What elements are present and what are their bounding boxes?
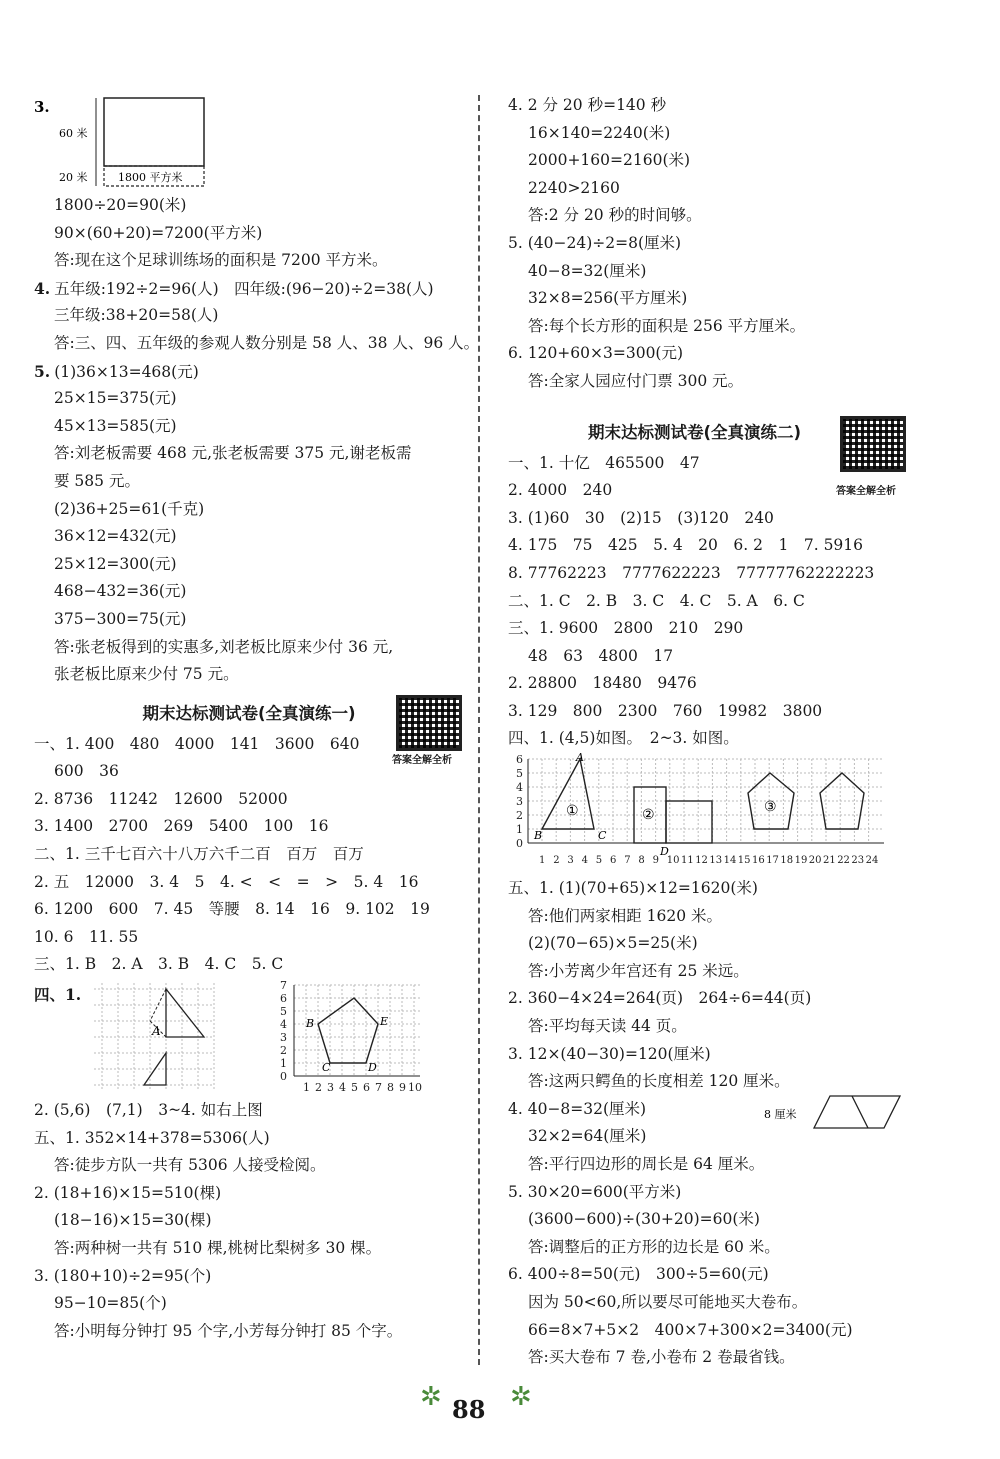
line: 32×8=256(平方厘米) <box>528 289 688 308</box>
line: 48 63 4800 17 <box>528 646 674 665</box>
line: 三年级:38+20=58(人) <box>54 306 219 325</box>
line: 三、1. 9600 2800 210 290 <box>508 619 744 638</box>
page-number: 88 <box>452 1395 486 1424</box>
x-tick-label: 22 <box>837 855 850 867</box>
line: 2. (18+16)×15=510(棵) <box>34 1183 222 1202</box>
x-tick-label: 14 <box>723 855 737 867</box>
line: 张老板比原来少付 75 元。 <box>54 665 239 684</box>
svg-text:8: 8 <box>387 1081 394 1095</box>
palm-left-icon: ✲ <box>420 1382 442 1412</box>
line: 95−10=85(个) <box>54 1294 167 1313</box>
line: 答:每个长方形的面积是 256 平方厘米。 <box>528 316 806 335</box>
svg-text:D: D <box>660 845 669 859</box>
x-tick-label: 5 <box>595 855 603 867</box>
svg-text:2: 2 <box>516 809 523 823</box>
line: 3. 1400 2700 269 5400 100 16 <box>34 817 329 836</box>
line: 16×140=2240(米) <box>528 123 671 142</box>
line: 四、1. (4,5)如图。 2~3. 如图。 <box>508 729 739 748</box>
point-a-label: A <box>152 1024 161 1039</box>
line: 4. 2 分 20 秒=140 秒 <box>508 96 667 114</box>
left-column <box>34 92 480 1345</box>
shapes-grid <box>508 753 908 875</box>
line: 答:平均每天读 44 页。 <box>528 1017 687 1036</box>
line: 答:小明每分钟打 95 个字,小芳每分钟打 85 个字。 <box>54 1321 403 1340</box>
x-tick-label: 18 <box>780 855 794 867</box>
svg-text:7: 7 <box>280 979 287 993</box>
svg-text:0: 0 <box>280 1070 287 1084</box>
line: 66=8×7+5×2 400×7+300×2=3400(元) <box>528 1320 853 1339</box>
line: 二、1. 三千七百六十八万六千二百 百万 百万 <box>34 845 364 864</box>
side-20-label: 20 米 <box>59 171 88 184</box>
line: 3. 12×(40−30)=120(厘米) <box>508 1044 711 1063</box>
svg-text:4: 4 <box>280 1018 287 1032</box>
section-title-2: 期末达标测试卷(全真演练二) <box>588 422 802 442</box>
line: (2)36+25=61(千克) <box>54 499 205 518</box>
line: 5. (40−24)÷2=8(厘米) <box>508 233 682 252</box>
line: 答:2 分 20 秒的时间够。 <box>528 206 702 225</box>
line: 一、1. 400 480 4000 141 3600 640 <box>34 734 360 753</box>
svg-text:E: E <box>380 1015 389 1029</box>
x-tick-label: 1 <box>539 855 546 867</box>
svg-text:②: ② <box>642 807 655 824</box>
x-tick-label: 10 <box>666 855 680 867</box>
line: 2000+160=2160(米) <box>528 151 691 170</box>
geometry-figures <box>34 979 464 1097</box>
svg-text:6: 6 <box>280 992 287 1006</box>
svg-text:6: 6 <box>516 753 523 767</box>
line: 要 585 元。 <box>54 471 140 490</box>
pentagon-grid <box>270 979 430 1097</box>
palm-right-icon: ✲ <box>510 1382 532 1412</box>
line: 90×(60+20)=7200(平方米) <box>54 223 263 242</box>
svg-text:1: 1 <box>516 823 523 837</box>
x-tick-label: 23 <box>851 855 865 867</box>
svg-text:5: 5 <box>351 1081 358 1095</box>
line: 25×15=375(元) <box>54 389 177 408</box>
svg-text:B: B <box>306 1017 315 1031</box>
line: 8. 77762223 7777622223 77777762222223 <box>508 563 875 582</box>
four-label: 四、1. <box>34 985 82 1005</box>
line: 因为 50<60,所以要尽可能地买大卷布。 <box>528 1292 808 1311</box>
line: 2. 360−4×24=264(页) 264÷6=44(页) <box>508 989 812 1008</box>
line: 答:张老板得到的实惠多,刘老板比原来少付 36 元, <box>54 637 394 656</box>
line: 三、1. B 2. A 3. B 4. C 5. C <box>34 955 284 974</box>
line: 375−300=75(元) <box>54 609 187 628</box>
line: 2. 4000 240 <box>508 481 613 500</box>
svg-text:2: 2 <box>280 1044 287 1058</box>
svg-text:5: 5 <box>280 1005 287 1019</box>
triangle-grid <box>94 983 224 1093</box>
svg-text:8 厘米: 8 厘米 <box>764 1107 797 1121</box>
q3-number: 3. <box>34 98 50 116</box>
line: 五、1. (1)(70+65)×12=1620(米) <box>508 879 758 898</box>
line: 答:平行四边形的周长是 64 厘米。 <box>528 1155 765 1173</box>
svg-text:3: 3 <box>280 1031 287 1045</box>
x-tick-label: 20 <box>808 855 822 867</box>
section-title-1: 期末达标测试卷(全真演练一) <box>142 703 356 723</box>
line: 答:刘老板需要 468 元,张老板需要 375 元,谢老板需 <box>54 444 412 463</box>
svg-text:C: C <box>598 829 607 843</box>
line: 3. 129 800 2300 760 19982 3800 <box>508 701 823 720</box>
line: 25×12=300(元) <box>54 554 177 573</box>
line: 4. 40−8=32(厘米) <box>508 1099 647 1118</box>
svg-text:D: D <box>368 1061 377 1075</box>
line: 2. 五 12000 3. 4 5 4. < < = > 5. 4 16 <box>34 872 419 891</box>
parallelogram-figure <box>764 1092 914 1132</box>
line: 五、1. 352×14+378=5306(人) <box>34 1128 270 1147</box>
line: 40−8=32(厘米) <box>528 261 647 280</box>
qr-code-icon[interactable] <box>396 695 462 751</box>
svg-text:3: 3 <box>327 1081 334 1095</box>
x-tick-label: 3 <box>567 855 574 867</box>
svg-text:①: ① <box>566 803 579 820</box>
field-diagram <box>34 92 234 192</box>
qr-caption: 答案全解全析 <box>392 754 452 766</box>
line: 二、1. C 2. B 3. C 4. C 5. A 6. C <box>508 591 805 610</box>
svg-text:1: 1 <box>280 1057 287 1071</box>
line: 答:徒步方队一共有 5306 人接受检阅。 <box>54 1156 326 1175</box>
area-label: 1800 平方米 <box>118 171 183 184</box>
line: 6. 400÷8=50(元) 300÷5=60(元) <box>508 1265 769 1284</box>
svg-text:A: A <box>576 753 584 765</box>
line: 468−432=36(元) <box>54 582 187 601</box>
svg-text:B: B <box>534 829 543 843</box>
line: 10. 6 11. 55 <box>34 927 139 946</box>
qr-caption: 答案全解全析 <box>836 485 896 497</box>
line: 6. 120+60×3=300(元) <box>508 344 684 363</box>
line: 答:他们两家相距 1620 米。 <box>528 906 723 925</box>
x-tick-label: 19 <box>794 855 808 867</box>
line: 36×12=432(元) <box>54 527 177 546</box>
x-tick-label: 4 <box>581 855 588 867</box>
x-tick-label: 2 <box>553 855 560 867</box>
line: 3. (180+10)÷2=95(个) <box>34 1266 212 1285</box>
x-tick-label: 12 <box>695 855 708 867</box>
x-tick-label: 21 <box>823 855 836 867</box>
line: 答:三、四、五年级的参观人数分别是 58 人、38 人、96 人。 <box>54 333 480 352</box>
line: (3600−600)÷(30+20)=60(米) <box>528 1210 760 1229</box>
line: 答:现在这个足球训练场的面积是 7200 平方米。 <box>54 251 388 270</box>
line: 2240>2160 <box>528 178 620 197</box>
line: 五年级:192÷2=96(人) 四年级:(96−20)÷2=38(人) <box>54 279 434 298</box>
line: 答:小芳离少年宫还有 25 米远。 <box>528 961 749 980</box>
right-column <box>508 92 928 1372</box>
line: 5. 30×20=600(平方米) <box>508 1182 682 1201</box>
svg-text:7: 7 <box>375 1081 382 1095</box>
line: (1)36×13=468(元) <box>54 362 199 381</box>
x-tick-label: 15 <box>737 855 751 867</box>
svg-text:4: 4 <box>516 781 523 795</box>
svg-text:③: ③ <box>764 799 777 816</box>
svg-text:1: 1 <box>303 1081 310 1095</box>
svg-text:6: 6 <box>363 1081 370 1095</box>
line: 4. 175 75 425 5. 4 20 6. 2 1 7. 5916 <box>508 536 864 555</box>
line: 1800÷20=90(米) <box>54 196 187 214</box>
svg-text:10: 10 <box>408 1081 422 1095</box>
q5-number: 5. <box>34 361 51 381</box>
side-60-label: 60 米 <box>59 127 88 140</box>
x-tick-label: 17 <box>766 855 779 867</box>
line: 32×2=64(厘米) <box>528 1127 647 1146</box>
x-tick-label: 7 <box>624 855 631 867</box>
line: 答:两种树一共有 510 棵,桃树比梨树多 30 棵。 <box>54 1239 382 1257</box>
svg-text:5: 5 <box>516 767 523 781</box>
qr-code-icon[interactable] <box>840 416 906 472</box>
line: 答:买大卷布 7 卷,小卷布 2 卷最省钱。 <box>528 1348 795 1367</box>
q4-number: 4. <box>34 278 51 298</box>
line: 答:这两只鳄鱼的长度相差 120 厘米。 <box>528 1072 790 1091</box>
line: 45×13=585(元) <box>54 416 177 435</box>
line: 答:调整后的正方形的边长是 60 米。 <box>528 1237 780 1256</box>
column-divider <box>478 95 480 1365</box>
line: 一、1. 十亿 465500 47 <box>508 453 700 472</box>
x-tick-label: 8 <box>638 855 645 867</box>
svg-text:2: 2 <box>315 1081 322 1095</box>
line: (18−16)×15=30(棵) <box>54 1211 212 1230</box>
line: 2. (5,6) (7,1) 3~4. 如右上图 <box>34 1101 263 1120</box>
svg-text:3: 3 <box>516 795 523 809</box>
x-tick-label: 6 <box>610 855 617 867</box>
line: 600 36 <box>54 762 119 781</box>
line: 答:全家人园应付门票 300 元。 <box>528 371 744 390</box>
svg-text:4: 4 <box>339 1081 346 1095</box>
line: 3. (1)60 30 (2)15 (3)120 240 <box>508 508 774 527</box>
x-tick-label: 13 <box>709 855 723 867</box>
line: (2)(70−65)×5=25(米) <box>528 934 698 953</box>
svg-text:C: C <box>322 1061 331 1075</box>
line: 2. 28800 18480 9476 <box>508 674 697 693</box>
x-tick-label: 16 <box>752 855 765 867</box>
line: 2. 8736 11242 12600 52000 <box>34 789 288 808</box>
x-tick-label: 11 <box>681 855 694 867</box>
x-tick-label: 9 <box>652 855 659 867</box>
x-tick-label: 24 <box>865 855 879 867</box>
line: 6. 1200 600 7. 45 等腰 8. 14 16 9. 102 19 <box>34 900 430 919</box>
svg-text:0: 0 <box>516 837 523 851</box>
svg-text:9: 9 <box>399 1081 406 1095</box>
